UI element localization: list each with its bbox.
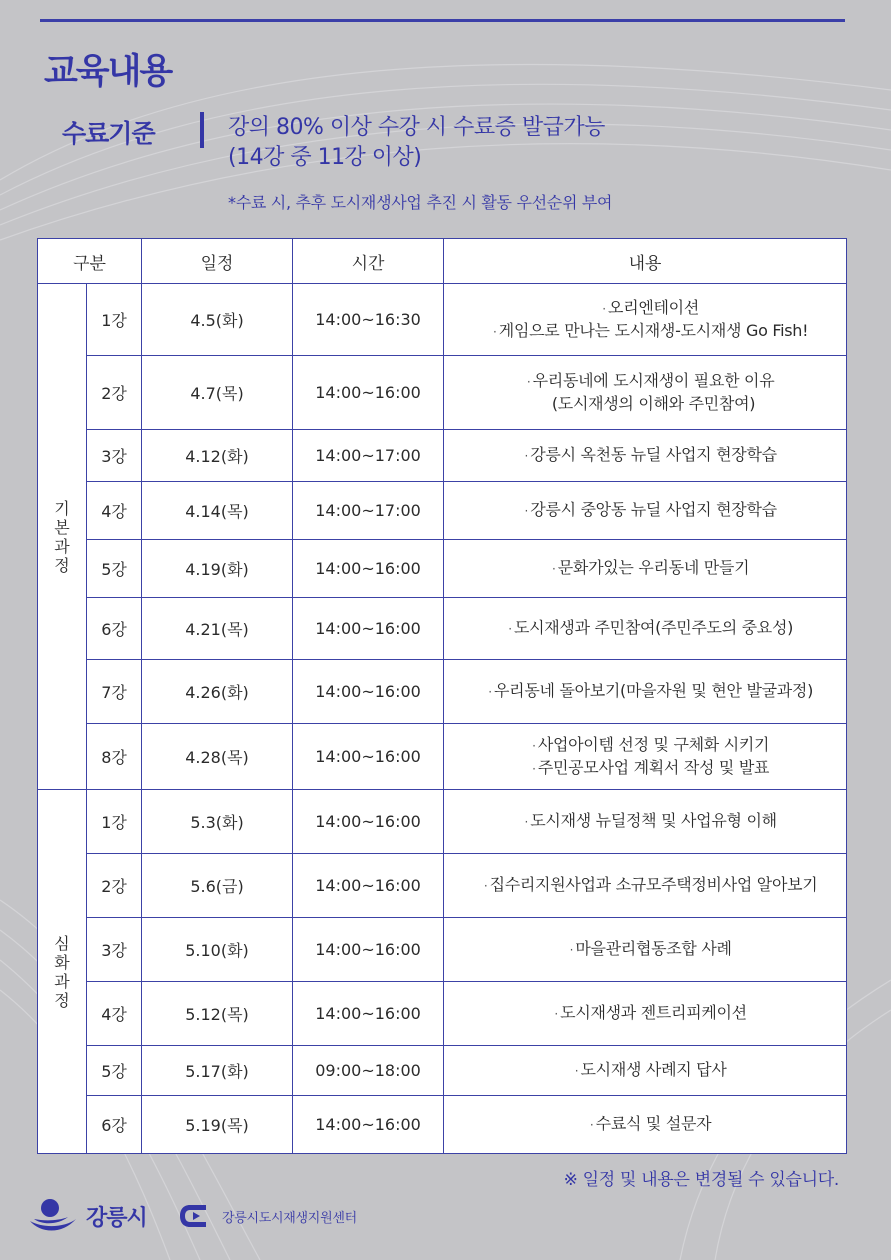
content-cell xyxy=(444,1096,847,1154)
content-line xyxy=(453,320,846,343)
time-cell: 14:00~16:00 xyxy=(293,598,444,660)
bullet-dot: · xyxy=(589,1118,594,1132)
bullet-dot: · xyxy=(526,375,531,389)
table-row xyxy=(38,598,847,660)
content-line xyxy=(453,757,846,780)
header-time: 시간 xyxy=(293,239,444,284)
date-cell: 5.3(화) xyxy=(142,790,293,854)
play-c-icon xyxy=(178,1202,212,1230)
table-row xyxy=(38,1046,847,1096)
content-line xyxy=(453,1059,846,1082)
content-line xyxy=(453,1002,846,1025)
group-label-char: 정 xyxy=(54,555,70,575)
content-cell xyxy=(444,982,847,1046)
session-cell: 6강 xyxy=(87,1096,142,1154)
criteria-line-2: (14강 중 11강 이상) xyxy=(228,145,422,170)
content-line xyxy=(453,734,846,757)
center-name: 강릉시도시재생지원센터 xyxy=(222,1210,357,1226)
content-line xyxy=(453,297,846,320)
bullet-dot: · xyxy=(508,622,512,636)
content-cell xyxy=(444,724,847,790)
time-cell: 14:00~16:00 xyxy=(293,724,444,790)
group-label-char: 과 xyxy=(54,536,70,556)
date-cell: 5.12(목) xyxy=(142,982,293,1046)
date-cell: 4.19(화) xyxy=(142,540,293,598)
header-category: 구분 xyxy=(38,239,142,284)
city-logo xyxy=(28,1197,147,1235)
table-row xyxy=(38,284,847,356)
content-line-text: 우리동네에 도시재생이 필요한 이유 xyxy=(532,371,775,390)
time-cell: 14:00~16:00 xyxy=(293,540,444,598)
date-cell: 5.6(금) xyxy=(142,854,293,918)
bullet-dot: · xyxy=(532,761,536,776)
group-label xyxy=(38,790,87,1154)
city-name: 강릉시 xyxy=(86,1205,147,1231)
table-header-row xyxy=(38,239,847,284)
content-line xyxy=(453,1113,846,1136)
content-line xyxy=(453,444,846,467)
table-row xyxy=(38,540,847,598)
date-cell: 4.12(화) xyxy=(142,430,293,482)
content-line-text: 수료식 및 설문자 xyxy=(595,1114,712,1133)
session-cell: 8강 xyxy=(87,724,142,790)
table-row xyxy=(38,660,847,724)
page-title: 교육내용 xyxy=(44,52,172,92)
session-cell: 6강 xyxy=(87,598,142,660)
time-cell: 14:00~16:00 xyxy=(293,854,444,918)
group-label-char: 과 xyxy=(54,971,70,991)
criteria-label: 수료기준 xyxy=(62,119,155,148)
table-row xyxy=(38,918,847,982)
bullet-dot: · xyxy=(532,738,536,753)
content-line-text: 도시재생 사례지 답사 xyxy=(580,1060,727,1079)
group-label-char: 정 xyxy=(54,990,70,1010)
bullet-dot: · xyxy=(569,943,574,957)
time-cell: 14:00~16:00 xyxy=(293,982,444,1046)
session-cell: 1강 xyxy=(87,790,142,854)
date-cell: 4.26(화) xyxy=(142,660,293,724)
content-line-text: 도시재생과 주민참여(주민주도의 중요성) xyxy=(513,618,794,637)
content-line-text: 주민공모사업 계획서 작성 및 발표 xyxy=(537,757,770,777)
content-line xyxy=(453,393,846,415)
content-line-text: 강릉시 옥천동 뉴딜 사업지 현장학습 xyxy=(530,445,777,464)
table-row xyxy=(38,854,847,918)
time-cell: 14:00~16:00 xyxy=(293,660,444,724)
bullet-dot: · xyxy=(483,879,488,893)
table-row xyxy=(38,430,847,482)
session-cell: 3강 xyxy=(87,918,142,982)
session-cell: 7강 xyxy=(87,660,142,724)
content-line-text: 도시재생 뉴딜정책 및 사업유형 이해 xyxy=(530,811,777,830)
group-label-char: 심 xyxy=(54,933,70,953)
time-cell: 09:00~18:00 xyxy=(293,1046,444,1096)
session-cell: 5강 xyxy=(87,1046,142,1096)
table-row xyxy=(38,982,847,1046)
content-line-text: 사업아이템 선정 및 구체화 시키기 xyxy=(537,734,770,754)
bullet-dot: · xyxy=(602,301,606,316)
bullet-dot: · xyxy=(574,1064,579,1078)
criteria-line-1: 강의 80% 이상 수강 시 수료증 발급가능 xyxy=(228,115,605,140)
content-cell xyxy=(444,430,847,482)
time-cell: 14:00~17:00 xyxy=(293,430,444,482)
footer-note: ※ 일정 및 내용은 변경될 수 있습니다. xyxy=(563,1170,839,1190)
content-line-text: 마을관리협동조합 사례 xyxy=(575,939,732,958)
table-row xyxy=(38,790,847,854)
session-cell: 5강 xyxy=(87,540,142,598)
content-line xyxy=(453,810,846,833)
table-row xyxy=(38,356,847,430)
group-label-char: 화 xyxy=(54,952,70,972)
content-cell xyxy=(444,660,847,724)
table-row xyxy=(38,482,847,540)
date-cell: 4.5(화) xyxy=(142,284,293,356)
content-line xyxy=(453,874,846,897)
bullet-dot: · xyxy=(493,324,497,339)
session-cell: 4강 xyxy=(87,982,142,1046)
top-divider xyxy=(40,19,845,22)
time-cell: 14:00~16:00 xyxy=(293,1096,444,1154)
bullet-dot: · xyxy=(554,1007,558,1021)
criteria-text xyxy=(228,113,605,173)
date-cell: 5.10(화) xyxy=(142,918,293,982)
content-cell xyxy=(444,1046,847,1096)
date-cell: 5.17(화) xyxy=(142,1046,293,1096)
content-cell xyxy=(444,854,847,918)
session-cell: 1강 xyxy=(87,284,142,356)
bullet-dot: · xyxy=(488,685,492,699)
table-row xyxy=(38,724,847,790)
date-cell: 5.19(목) xyxy=(142,1096,293,1154)
content-line xyxy=(453,938,846,961)
date-cell: 4.7(목) xyxy=(142,356,293,430)
bullet-dot: · xyxy=(524,815,529,829)
content-cell xyxy=(444,284,847,356)
session-cell: 2강 xyxy=(87,854,142,918)
content-cell xyxy=(444,540,847,598)
bullet-dot: · xyxy=(552,562,556,576)
group-label-char: 본 xyxy=(54,517,70,537)
content-line xyxy=(453,617,846,640)
content-line xyxy=(453,499,846,522)
header-content: 내용 xyxy=(444,239,847,284)
bullet-dot: · xyxy=(524,504,529,518)
content-line xyxy=(453,680,846,703)
date-cell: 4.14(목) xyxy=(142,482,293,540)
table-row xyxy=(38,1096,847,1154)
content-line-text: 문화가있는 우리동네 만들기 xyxy=(557,558,750,577)
session-cell: 2강 xyxy=(87,356,142,430)
content-line-text: 우리동네 돌아보기(마을자원 및 현안 발굴과정) xyxy=(494,681,814,700)
criteria-note: *수료 시, 추후 도시재생사업 추진 시 활동 우선순위 부여 xyxy=(228,193,613,212)
time-cell: 14:00~16:00 xyxy=(293,918,444,982)
content-cell xyxy=(444,790,847,854)
content-cell xyxy=(444,482,847,540)
session-cell: 4강 xyxy=(87,482,142,540)
group-label-char: 기 xyxy=(54,498,70,518)
schedule-table xyxy=(37,238,847,1154)
date-cell: 4.28(목) xyxy=(142,724,293,790)
header-date: 일정 xyxy=(142,239,293,284)
session-cell: 3강 xyxy=(87,430,142,482)
center-logo xyxy=(178,1202,357,1230)
content-line-text: 오리엔테이션 xyxy=(608,297,699,317)
person-wave-icon xyxy=(28,1197,78,1235)
content-line-text: 집수리지원사업과 소규모주택정비사업 알아보기 xyxy=(489,875,818,894)
content-cell xyxy=(444,356,847,430)
time-cell: 14:00~17:00 xyxy=(293,482,444,540)
time-cell: 14:00~16:00 xyxy=(293,790,444,854)
content-cell xyxy=(444,918,847,982)
content-line xyxy=(453,557,846,580)
content-line-text: 게임으로 만나는 도시재생-도시재생 Go Fish! xyxy=(498,320,809,340)
content-line-text: 강릉시 중앙동 뉴딜 사업지 현장학습 xyxy=(530,500,777,519)
time-cell: 14:00~16:30 xyxy=(293,284,444,356)
content-line-text: (도시재생의 이해와 주민참여) xyxy=(551,394,756,413)
content-line-text: 도시재생과 젠트리피케이션 xyxy=(560,1003,747,1022)
criteria-divider xyxy=(200,112,204,148)
content-cell xyxy=(444,598,847,660)
content-line xyxy=(453,370,846,393)
date-cell: 4.21(목) xyxy=(142,598,293,660)
bullet-dot: · xyxy=(524,449,529,463)
time-cell: 14:00~16:00 xyxy=(293,356,444,430)
group-label xyxy=(38,284,87,790)
